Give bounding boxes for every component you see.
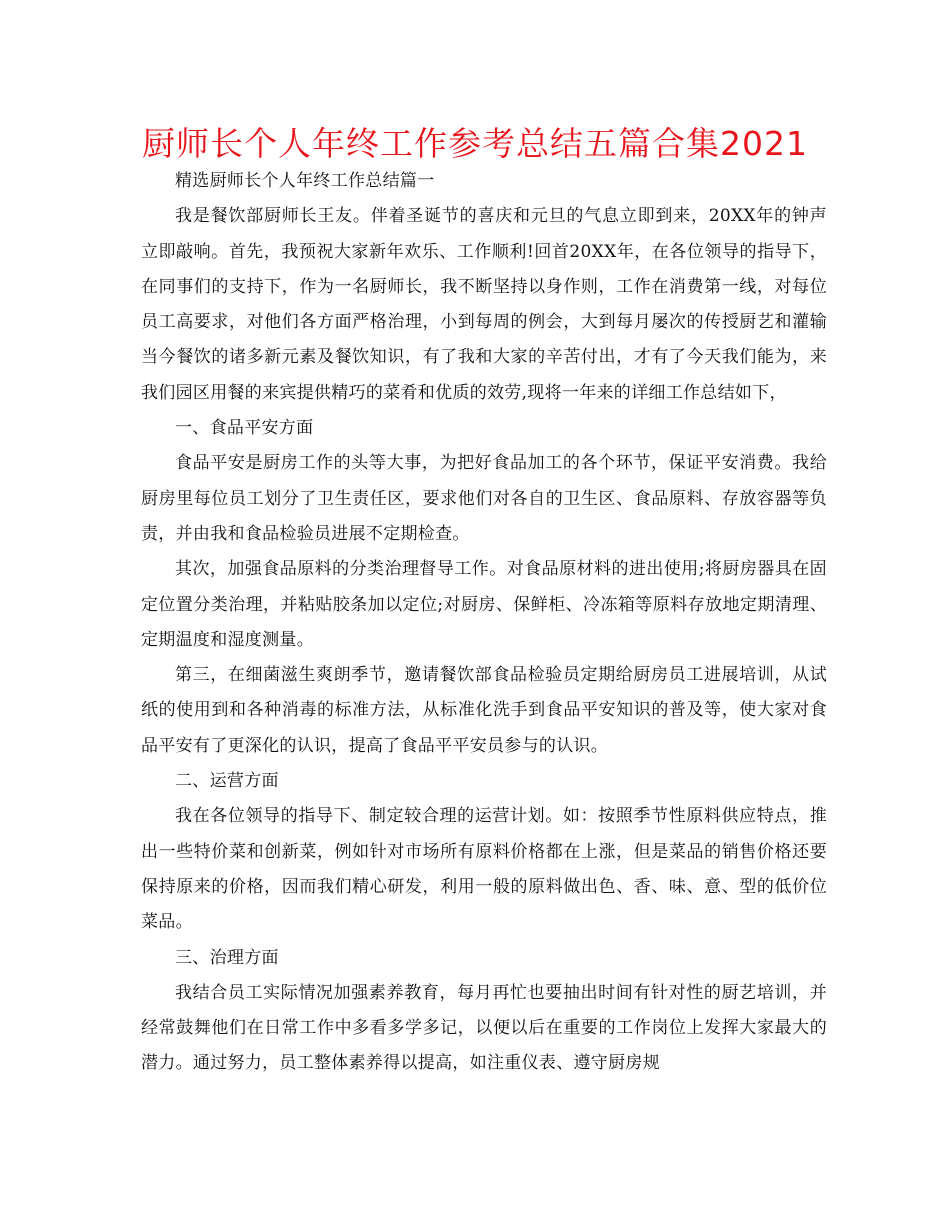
paragraph-operations: 我在各位领导的指导下、制定较合理的运营计划。如：按照季节性原料供应特点，推出一些特价菜和创新菜，例如针对市场所有原料价格都在上涨，但是菜品的销售价格还要保持原来的价格，因而我们精心研发，利用一般的原料做出色、香、味、意、型的低价位菜品。 <box>141 806 827 933</box>
paragraph-intro: 我是餐饮部厨师长王友。伴着圣诞节的喜庆和元旦的气息立即到来，20XX年的钟声立即敲响。首先，我预祝大家新年欢乐、工作顺利!回首20XX年，在各位领导的指导下，在同事们的支持下，作为一名厨师长，我不断坚持以身作则，工作在消费第一线，对每位员工高要求，对他们各方面严格治理，小到每周的例会，大到每月屡次的传授厨艺和灌输当今餐饮的诸多新元素及餐饮知识，有了我和大家的辛苦付出，才有了今天我们能为，来我们园区用餐的来宾提供精巧的菜肴和优质的效劳,现将一年来的详细工作总结如下， <box>141 206 827 403</box>
paragraph-food-safety-2: 其次，加强食品原料的分类治理督导工作。对食品原材料的进出使用;将厨房器具在固定位置分类治理，并粘贴胶条加以定位;对厨房、保鲜柜、冷冻箱等原料存放地定期清理、定期温度和湿度测量。 <box>141 559 827 650</box>
section-heading-food-safety: 一、食品平安方面 <box>175 418 314 439</box>
paragraph-management: 我结合员工实际情况加强素养教育，每月再忙也要抽出时间有针对性的厨艺培训，并经常鼓舞他们在日常工作中多看多学多记，以便以后在重要的工作岗位上发挥大家最大的潜力。通过努力，员工整体素养得以提高，如注重仪表、遵守厨房规 <box>141 982 827 1074</box>
document-body <box>141 164 827 1082</box>
section-subtitle: 精选厨师长个人年终工作总结篇一 <box>175 171 435 191</box>
section-heading-management: 三、治理方面 <box>175 947 279 968</box>
section-heading-operations: 二、运营方面 <box>175 771 279 792</box>
paragraph-food-safety-1: 食品平安是厨房工作的头等大事，为把好食品加工的各个环节，保证平安消费。我给厨房里每位员工划分了卫生责任区，要求他们对各自的卫生区、食品原料、存放容器等负责，并由我和食品检验员进展不定期检查。 <box>141 453 827 544</box>
paragraph-food-safety-3: 第三，在细菌滋生爽朗季节，邀请餐饮部食品检验员定期给厨房员工进展培训，从试纸的使用到和各种消毒的标准方法，从标准化洗手到食品平安知识的普及等，使大家对食品平安有了更深化的认识，提高了食品平平安员参与的认识。 <box>141 665 827 756</box>
document-title: 厨师长个人年终工作参考总结五篇合集2021 <box>142 124 808 163</box>
